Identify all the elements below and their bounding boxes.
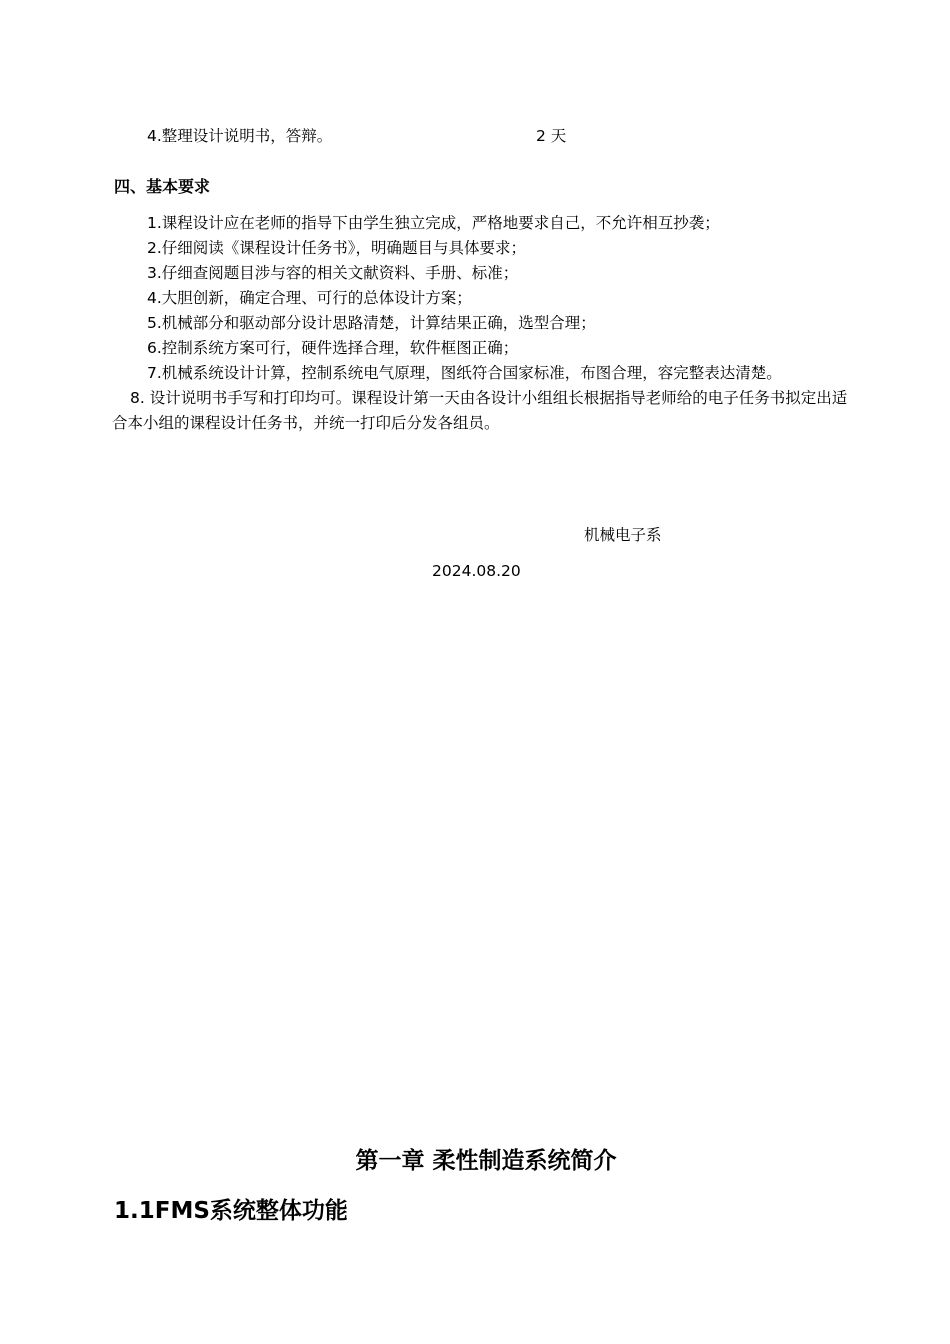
requirement-item: 1.课程设计应在老师的指导下由学生独立完成，严格地要求自己，不允许相互抄袭； xyxy=(147,214,720,232)
requirement-item: 5.机械部分和驱动部分设计思路清楚，计算结果正确，选型合理； xyxy=(147,314,596,332)
requirement-item: 3.仔细查阅题目涉与容的相关文献资料、手册、标准； xyxy=(147,264,519,282)
department-signature: 机械电子系 xyxy=(584,526,662,544)
requirement-item: 6.控制系统方案可行，硬件选择合理，软件框图正确； xyxy=(147,339,519,357)
section-title: 四、基本要求 xyxy=(114,177,211,196)
task-line-text: 4.整理设计说明书，答辩。 xyxy=(147,127,333,145)
signature-date: 2024.08.20 xyxy=(432,562,521,580)
chapter-title: 第一章 柔性制造系统简介 xyxy=(355,1148,617,1174)
requirement-item: 2.仔细阅读《课程设计任务书》，明确题目与具体要求； xyxy=(147,239,527,257)
requirement-item: 4.大胆创新，确定合理、可行的总体设计方案； xyxy=(147,289,472,307)
requirement-item: 7.机械系统设计计算，控制系统电气原理，图纸符合国家标准，布图合理，容完整表达清楚。 xyxy=(147,364,782,382)
task-line-duration: 2 天 xyxy=(536,127,567,145)
requirement-item-8: 8. 设计说明书手写和打印均可。课程设计第一天由各设计小组组长根据指导老师给的电子任务书拟定出适合本小组的课程设计任务书，并统一打印后分发各组员。 xyxy=(112,389,848,432)
subsection-heading: 1.1FMS系统整体功能 xyxy=(114,1198,348,1224)
